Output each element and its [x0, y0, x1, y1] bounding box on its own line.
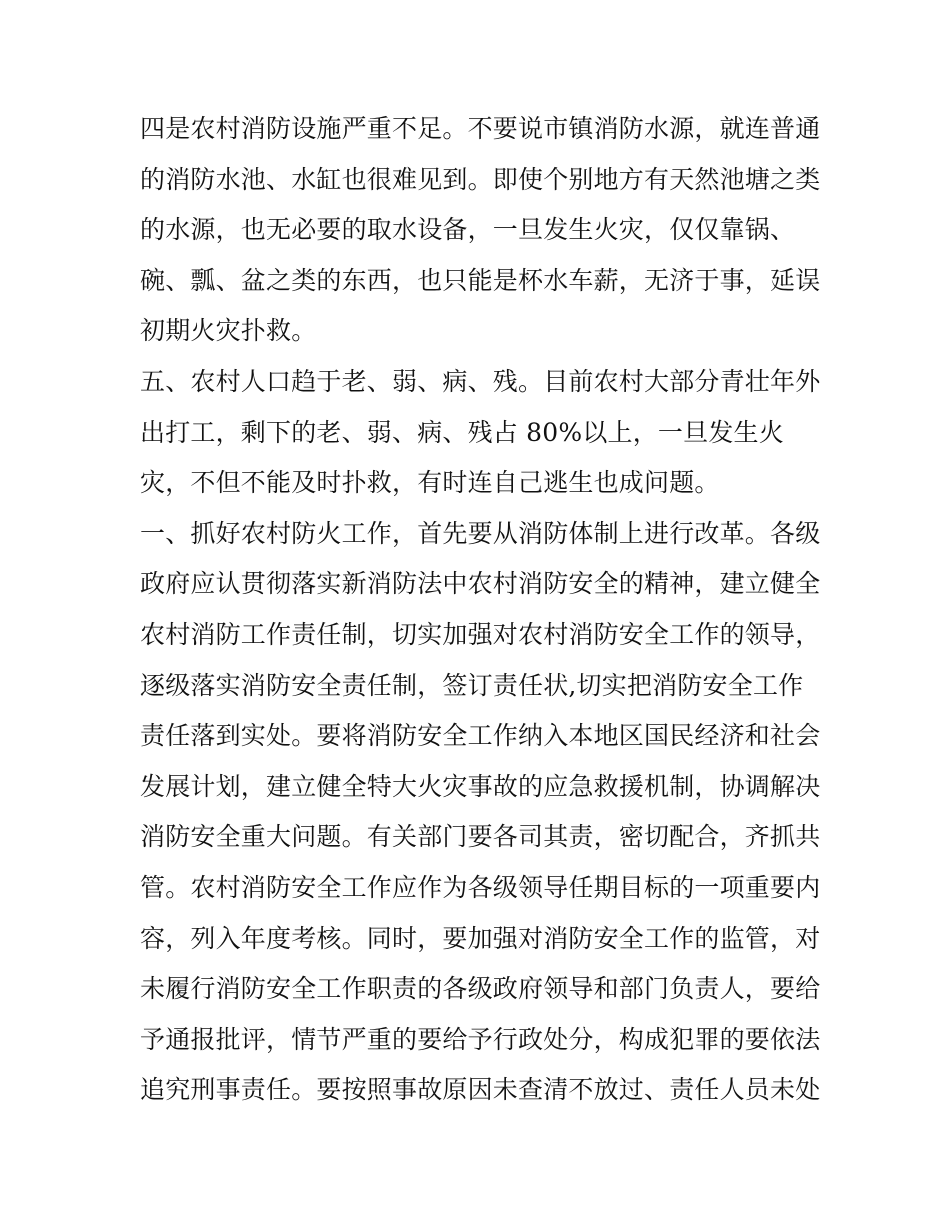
text-line: 消防安全重大问题。有关部门要各司其责，密切配合，齐抓共 [140, 822, 821, 852]
text-line: 逐级落实消防安全责任制，签订责任状,切实把消防安全工作 [140, 670, 804, 700]
text-line: 责任落到实处。要将消防安全工作纳入本地区国民经济和社会 [140, 721, 821, 751]
text-line: 一、抓好农村防火工作，首先要从消防体制上进行改革。各级 [140, 518, 821, 548]
text-line: 灾，不但不能及时扑救，有时连自己逃生也成问题。 [140, 468, 720, 498]
text-line: 出打工，剩下的老、弱、病、残占 80%以上，一旦发生火 [140, 417, 784, 447]
text-line: 的消防水池、水缸也很难见到。即使个别地方有天然池塘之类 [140, 164, 821, 194]
text-line: 予通报批评，情节严重的要给予行政处分，构成犯罪的要依法 [140, 1024, 821, 1054]
text-line: 农村消防工作责任制，切实加强对农村消防安全工作的领导， [140, 619, 821, 649]
text-line: 管。农村消防安全工作应作为各级领导任期目标的一项重要内 [140, 872, 821, 902]
text-line: 政府应认贯彻落实新消防法中农村消防安全的精神，建立健全 [140, 569, 821, 599]
text-line: 发展计划，建立健全特大火灾事故的应急救援机制，协调解决 [140, 771, 821, 801]
text-line: 碗、瓢、盆之类的东西，也只能是杯水车薪，无济于事，延误 [140, 265, 821, 295]
text-line: 初期火灾扑救。 [140, 316, 317, 346]
text-line: 追究刑事责任。要按照事故原因未查清不放过、责任人员未处 [140, 1075, 821, 1105]
body-text [140, 104, 820, 1116]
text-line: 五、农村人口趋于老、弱、病、残。目前农村大部分青壮年外 [140, 366, 821, 396]
text-line: 容，列入年度考核。同时，要加强对消防安全工作的监管，对 [140, 923, 821, 953]
text-line: 未履行消防安全工作职责的各级政府领导和部门负责人，要给 [140, 974, 821, 1004]
text-line: 四是农村消防设施严重不足。不要说市镇消防水源，就连普通 [140, 114, 821, 143]
text-line: 的水源，也无必要的取水设备，一旦发生火灾，仅仅靠锅、 [140, 215, 796, 245]
